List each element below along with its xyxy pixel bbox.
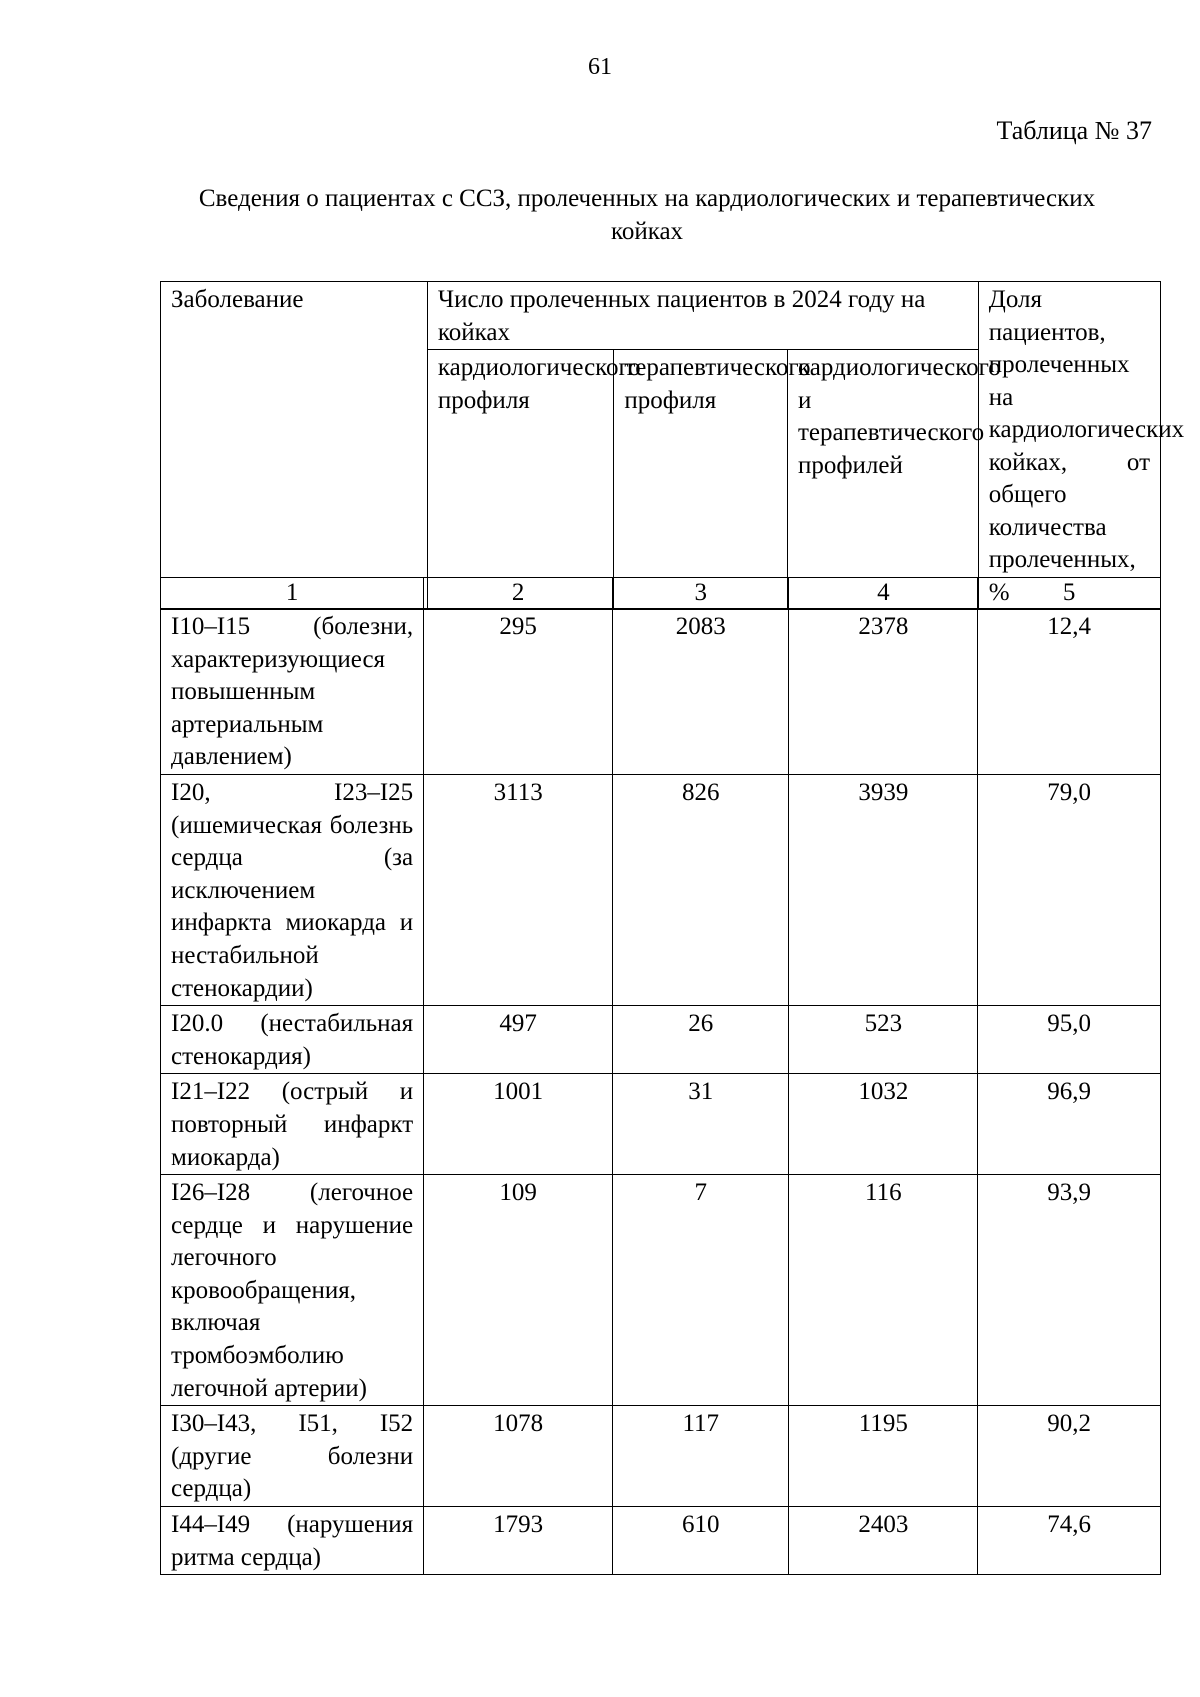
column-number: 4 — [789, 578, 978, 609]
therapy-count-cell: 826 — [613, 774, 789, 1005]
column-number: 2 — [424, 578, 613, 609]
table-header — [160, 281, 1185, 610]
therapy-count-cell: 117 — [613, 1406, 789, 1507]
table-row — [161, 774, 1161, 1005]
disease-cell: I20.0 (нестабильная стенокардия) — [161, 1006, 424, 1074]
share-cell: 79,0 — [978, 774, 1161, 1005]
total-count-cell: 1032 — [789, 1074, 978, 1175]
disease-cell: I30–I43, I51, I52 (другие болезни сердца) — [161, 1406, 424, 1507]
header-disease: Заболевание — [161, 282, 428, 610]
header-treated-group: Число пролеченных пациентов в 2024 году на койках — [427, 282, 978, 350]
header-therapy-beds: терапевтического профиля — [614, 350, 788, 610]
cardio-count-cell: 109 — [424, 1175, 613, 1406]
share-cell: 95,0 — [978, 1006, 1161, 1074]
share-cell: 74,6 — [978, 1507, 1161, 1575]
share-cell: 96,9 — [978, 1074, 1161, 1175]
disease-cell: I21–I22 (острый и повторный инфаркт миокарда) — [161, 1074, 424, 1175]
therapy-count-cell: 31 — [613, 1074, 789, 1175]
cardio-count-cell: 295 — [424, 609, 613, 775]
disease-cell: I44–I49 (нарушения ритма сердца) — [161, 1507, 424, 1575]
disease-cell: I26–I28 (легочное сердце и нарушение легочного кровообращения, включая тромбоэмболию легочной артерии) — [161, 1175, 424, 1406]
therapy-count-cell: 7 — [613, 1175, 789, 1406]
cardio-count-cell: 497 — [424, 1006, 613, 1074]
share-cell: 90,2 — [978, 1406, 1161, 1507]
header-share: Доля пациентов, пролеченных на кардиологических койках, от общего количества пролеченных, % — [978, 282, 1160, 610]
cardio-count-cell: 3113 — [424, 774, 613, 1005]
total-count-cell: 2378 — [789, 609, 978, 775]
data-table — [160, 577, 1161, 1575]
total-count-cell: 523 — [789, 1006, 978, 1074]
table-row — [161, 1006, 1161, 1074]
therapy-count-cell: 610 — [613, 1507, 789, 1575]
therapy-count-cell: 2083 — [613, 609, 789, 775]
header-both-beds: кардиологического и терапевтического профилей — [787, 350, 978, 610]
column-number: 3 — [613, 578, 789, 609]
column-number: 5 — [978, 578, 1161, 609]
column-number-row — [161, 578, 1161, 609]
total-count-cell: 3939 — [789, 774, 978, 1005]
cardio-count-cell: 1793 — [424, 1507, 613, 1575]
table-row — [161, 1175, 1161, 1406]
table-row — [161, 609, 1161, 775]
total-count-cell: 2403 — [789, 1507, 978, 1575]
therapy-count-cell: 26 — [613, 1006, 789, 1074]
total-count-cell: 116 — [789, 1175, 978, 1406]
cardio-count-cell: 1078 — [424, 1406, 613, 1507]
share-cell: 12,4 — [978, 609, 1161, 775]
table-label: Таблица № 37 — [996, 116, 1152, 145]
total-count-cell: 1195 — [789, 1406, 978, 1507]
cardio-count-cell: 1001 — [424, 1074, 613, 1175]
disease-cell: I20, I23–I25 (ишемическая болезнь сердца (за исключением инфаркта миокарда и нестабильной стенокардии) — [161, 774, 424, 1005]
table-row — [161, 1074, 1161, 1175]
table-row — [161, 1406, 1161, 1507]
column-number: 1 — [161, 578, 424, 609]
page-number: 61 — [588, 54, 612, 80]
table-title: Сведения о пациентах с ССЗ, пролеченных на кардиологических и терапевтических койках — [198, 185, 1096, 245]
table-row — [161, 1507, 1161, 1575]
disease-cell: I10–I15 (болезни, характеризующиеся повышенным артериальным давлением) — [161, 609, 424, 775]
header-cardio-beds: кардиологического профиля — [427, 350, 613, 610]
share-cell: 93,9 — [978, 1175, 1161, 1406]
